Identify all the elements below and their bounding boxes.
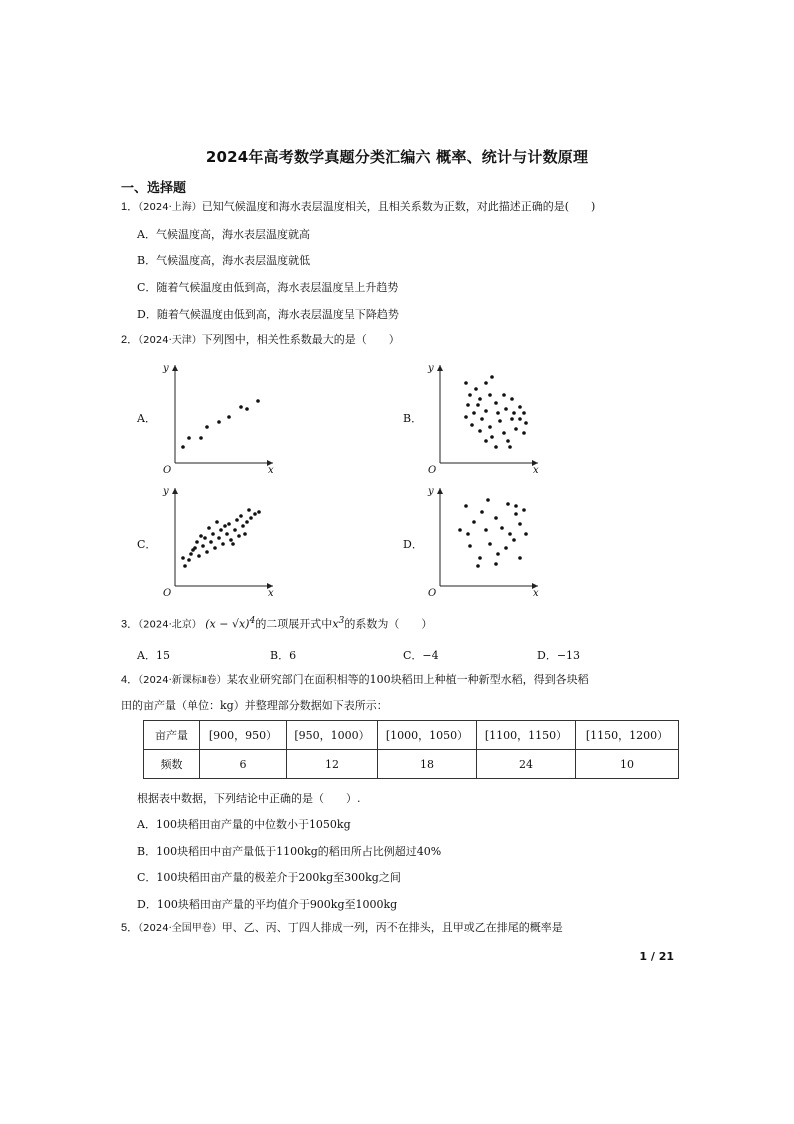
scatter-point xyxy=(488,542,492,546)
q1-option-a: A．气候温度高，海水表层温度就高 xyxy=(137,228,310,241)
yield-frequency-table xyxy=(143,720,679,779)
y-axis-arrow xyxy=(172,488,178,494)
scatter-point xyxy=(466,532,470,536)
y-axis-arrow xyxy=(437,365,443,371)
question-stem-line1: 某农业研究部门在面积相等的100块稻田上种植一种新型水稻，得到各块稻 xyxy=(226,673,589,686)
scatter-point xyxy=(205,425,209,429)
scatter-point xyxy=(225,532,229,536)
origin-label: O xyxy=(428,465,437,475)
scatter-point xyxy=(514,504,518,508)
scatter-point xyxy=(209,540,213,544)
scatter-point xyxy=(181,445,185,449)
question-stem-end: 的系数为（ ） xyxy=(344,617,433,631)
scatter-point xyxy=(237,534,241,538)
scatter-point xyxy=(247,508,251,512)
scatter-point xyxy=(484,439,488,443)
x-axis-label: x xyxy=(268,588,274,598)
scatter-point xyxy=(522,508,526,512)
question-number: 5． xyxy=(121,922,139,934)
scatter-point xyxy=(500,526,504,530)
scatter-point xyxy=(217,420,221,424)
scatter-point xyxy=(484,381,488,385)
question-1 xyxy=(121,200,595,215)
scatter-point xyxy=(524,532,528,536)
scatter-point xyxy=(518,405,522,409)
y-axis-arrow xyxy=(172,365,178,371)
term-variable: x xyxy=(332,617,339,631)
question-source: （2024·北京） xyxy=(138,619,202,631)
origin-label: O xyxy=(428,588,437,598)
scatter-point xyxy=(229,538,233,542)
q3-option-d: D．−13 xyxy=(537,649,581,662)
scatter-point xyxy=(183,564,187,568)
scatter-plot-a xyxy=(155,355,285,475)
scatter-point xyxy=(195,540,199,544)
y-axis-label: y xyxy=(428,363,434,374)
scatter-point xyxy=(191,548,195,552)
table-cell: [900，950） xyxy=(200,721,287,750)
table-cell: 24 xyxy=(477,750,576,779)
scatter-point xyxy=(207,526,211,530)
scatter-point xyxy=(203,536,207,540)
scatter-point xyxy=(514,512,518,516)
scatter-point xyxy=(233,528,237,532)
question-source: （2024·天津） xyxy=(138,335,202,346)
scatter-point xyxy=(239,405,243,409)
question-2 xyxy=(121,333,400,348)
scatter-point xyxy=(476,564,480,568)
section-heading: 一、选择题 xyxy=(121,181,187,196)
question-number: 3． xyxy=(121,618,139,631)
scatter-point xyxy=(508,532,512,536)
scatter-point xyxy=(464,381,468,385)
q4-option-a: A．100块稻田亩产量的中位数小于1050kg xyxy=(137,818,351,831)
scatter-point xyxy=(199,534,203,538)
scatter-point xyxy=(189,552,193,556)
question-source: （2024·新课标Ⅱ卷） xyxy=(138,675,227,686)
q1-option-c: C．随着气候温度由低到高，海水表层温度呈上升趋势 xyxy=(137,281,399,294)
scatter-point xyxy=(239,514,243,518)
scatter-point xyxy=(514,427,518,431)
origin-label: O xyxy=(163,588,172,598)
table-cell: 6 xyxy=(200,750,287,779)
scatter-point xyxy=(506,439,510,443)
scatter-point xyxy=(468,544,472,548)
scatter-point xyxy=(249,516,253,520)
scatter-point xyxy=(245,407,249,411)
question-4 xyxy=(121,673,589,688)
page-title: 2024年高考数学真题分类汇编六 概率、统计与计数原理 xyxy=(205,148,589,166)
scatter-point xyxy=(476,403,480,407)
scatter-point xyxy=(518,522,522,526)
scatter-point xyxy=(522,431,526,435)
scatter-point xyxy=(181,556,185,560)
q4-option-c: C．100块稻田亩产量的极差介于200kg至300kg之间 xyxy=(137,871,401,884)
scatter-point xyxy=(478,397,482,401)
scatter-point xyxy=(494,445,498,449)
scatter-point xyxy=(231,542,235,546)
question-stem: 下列图中，相关性系数最大的是（ ） xyxy=(201,333,400,346)
binomial-exponent: 4 xyxy=(249,615,256,626)
q4-option-d: D．100块稻田亩产量的平均值介于900kg至1000kg xyxy=(137,898,398,911)
scatter-point xyxy=(464,415,468,419)
scatter-point xyxy=(478,556,482,560)
scatter-point xyxy=(524,421,528,425)
question-source: （2024·上海） xyxy=(138,202,202,213)
q1-option-b: B．气候温度高，海水表层温度就低 xyxy=(137,254,311,267)
scatter-point xyxy=(494,516,498,520)
q4-option-b: B．100块稻田中亩产量低于1100kg的稻田所占比例超过40% xyxy=(137,845,442,858)
scatter-point xyxy=(486,498,490,502)
scatter-point xyxy=(510,417,514,421)
table-cell: [1000，1050） xyxy=(378,721,477,750)
scatter-point xyxy=(245,520,249,524)
scatter-point xyxy=(219,528,223,532)
scatter-point xyxy=(518,417,522,421)
scatter-point xyxy=(502,393,506,397)
table-cell: 12 xyxy=(287,750,378,779)
scatter-point xyxy=(510,397,514,401)
binomial-expression: (x − √x) xyxy=(205,617,250,631)
scatter-point xyxy=(504,546,508,550)
scatter-point xyxy=(466,403,470,407)
table-cell: [1150，1200） xyxy=(576,721,679,750)
scatter-point xyxy=(478,429,482,433)
scatter-point xyxy=(187,558,191,562)
page-number: 1 / 21 xyxy=(639,950,674,963)
question-3 xyxy=(121,614,432,633)
scatter-point xyxy=(253,512,257,516)
x-axis-label: x xyxy=(533,465,539,475)
scatter-point xyxy=(221,542,225,546)
scatter-point xyxy=(480,417,484,421)
question-stem: 甲、乙、丙、丁四人排成一列，丙不在排头，且甲或乙在排尾的概率是 xyxy=(221,921,563,934)
scatter-point xyxy=(472,520,476,524)
scatter-point xyxy=(235,518,239,522)
y-axis-arrow xyxy=(437,488,443,494)
scatter-point xyxy=(490,375,494,379)
question-number: 4． xyxy=(121,674,139,686)
scatter-point xyxy=(227,415,231,419)
table-row xyxy=(144,750,679,779)
scatter-point xyxy=(243,532,247,536)
question-stem: 已知气候温度和海水表层温度相关，且相关系数为正数，对此描述正确的是( ) xyxy=(201,200,596,213)
scatter-point xyxy=(496,411,500,415)
scatter-point xyxy=(518,556,522,560)
table-row xyxy=(144,721,679,750)
scatter-point xyxy=(484,528,488,532)
q4-prompt: 根据表中数据，下列结论中正确的是（ ）. xyxy=(137,792,361,805)
q3-option-b: B．6 xyxy=(270,649,297,662)
scatter-point xyxy=(498,419,502,423)
scatter-point xyxy=(494,401,498,405)
scatter-point xyxy=(217,536,221,540)
scatter-point xyxy=(223,524,227,528)
scatter-plot-d xyxy=(420,478,550,598)
scatter-point xyxy=(241,524,245,528)
scatter-point xyxy=(490,435,494,439)
scatter-point xyxy=(508,445,512,449)
scatter-point xyxy=(215,520,219,524)
scatter-point xyxy=(484,409,488,413)
table-cell: 10 xyxy=(576,750,679,779)
origin-label: O xyxy=(163,465,172,475)
scatter-point xyxy=(512,538,516,542)
term-exponent: 3 xyxy=(338,615,345,626)
scatter-point xyxy=(187,436,191,440)
scatter-point xyxy=(494,562,498,566)
scatter-point xyxy=(227,522,231,526)
x-axis-label: x xyxy=(268,465,274,475)
scatter-point xyxy=(256,399,260,403)
scatter-plot-c xyxy=(155,478,285,598)
q2-label-b: B． xyxy=(403,412,423,425)
scatter-point xyxy=(512,411,516,415)
question-source: （2024·全国甲卷） xyxy=(138,923,222,934)
scatter-point xyxy=(504,407,508,411)
scatter-point xyxy=(464,504,468,508)
scatter-point xyxy=(472,411,476,415)
scatter-point xyxy=(211,532,215,536)
y-axis-label: y xyxy=(163,363,169,374)
q2-label-c: C． xyxy=(137,538,157,551)
question-5 xyxy=(121,921,563,936)
scatter-point xyxy=(488,393,492,397)
table-cell: [1100，1150） xyxy=(477,721,576,750)
q3-option-c: C．−4 xyxy=(403,649,439,662)
q3-option-a: A．15 xyxy=(137,649,170,662)
scatter-point xyxy=(502,431,506,435)
scatter-point xyxy=(205,550,209,554)
scatter-point xyxy=(197,554,201,558)
scatter-point xyxy=(458,528,462,532)
question-stem-mid: 的二项展开式中 xyxy=(255,617,333,631)
scatter-point xyxy=(213,546,217,550)
scatter-point xyxy=(468,393,472,397)
scatter-plot-b xyxy=(420,355,550,475)
question-number: 2． xyxy=(121,334,139,346)
scatter-point xyxy=(496,552,500,556)
table-cell: 亩产量 xyxy=(144,721,200,750)
table-cell: [950，1000） xyxy=(287,721,378,750)
y-axis-label: y xyxy=(428,486,434,497)
scatter-point xyxy=(506,502,510,506)
scatter-point xyxy=(201,544,205,548)
scatter-point xyxy=(522,411,526,415)
scatter-point xyxy=(480,510,484,514)
scatter-point xyxy=(199,436,203,440)
question-4-line2: 田的亩产量（单位：kg）并整理部分数据如下表所示： xyxy=(121,699,388,712)
question-number: 1． xyxy=(121,201,139,213)
q2-label-d: D． xyxy=(403,538,423,551)
table-cell: 频数 xyxy=(144,750,200,779)
scatter-point xyxy=(488,425,492,429)
scatter-point xyxy=(470,423,474,427)
x-axis-label: x xyxy=(533,588,539,598)
q1-option-d: D．随着气候温度由低到高，海水表层温度呈下降趋势 xyxy=(137,308,399,321)
table-cell: 18 xyxy=(378,750,477,779)
scatter-point xyxy=(474,387,478,391)
y-axis-label: y xyxy=(163,486,169,497)
scatter-point xyxy=(257,510,261,514)
q2-label-a: A． xyxy=(137,412,156,425)
